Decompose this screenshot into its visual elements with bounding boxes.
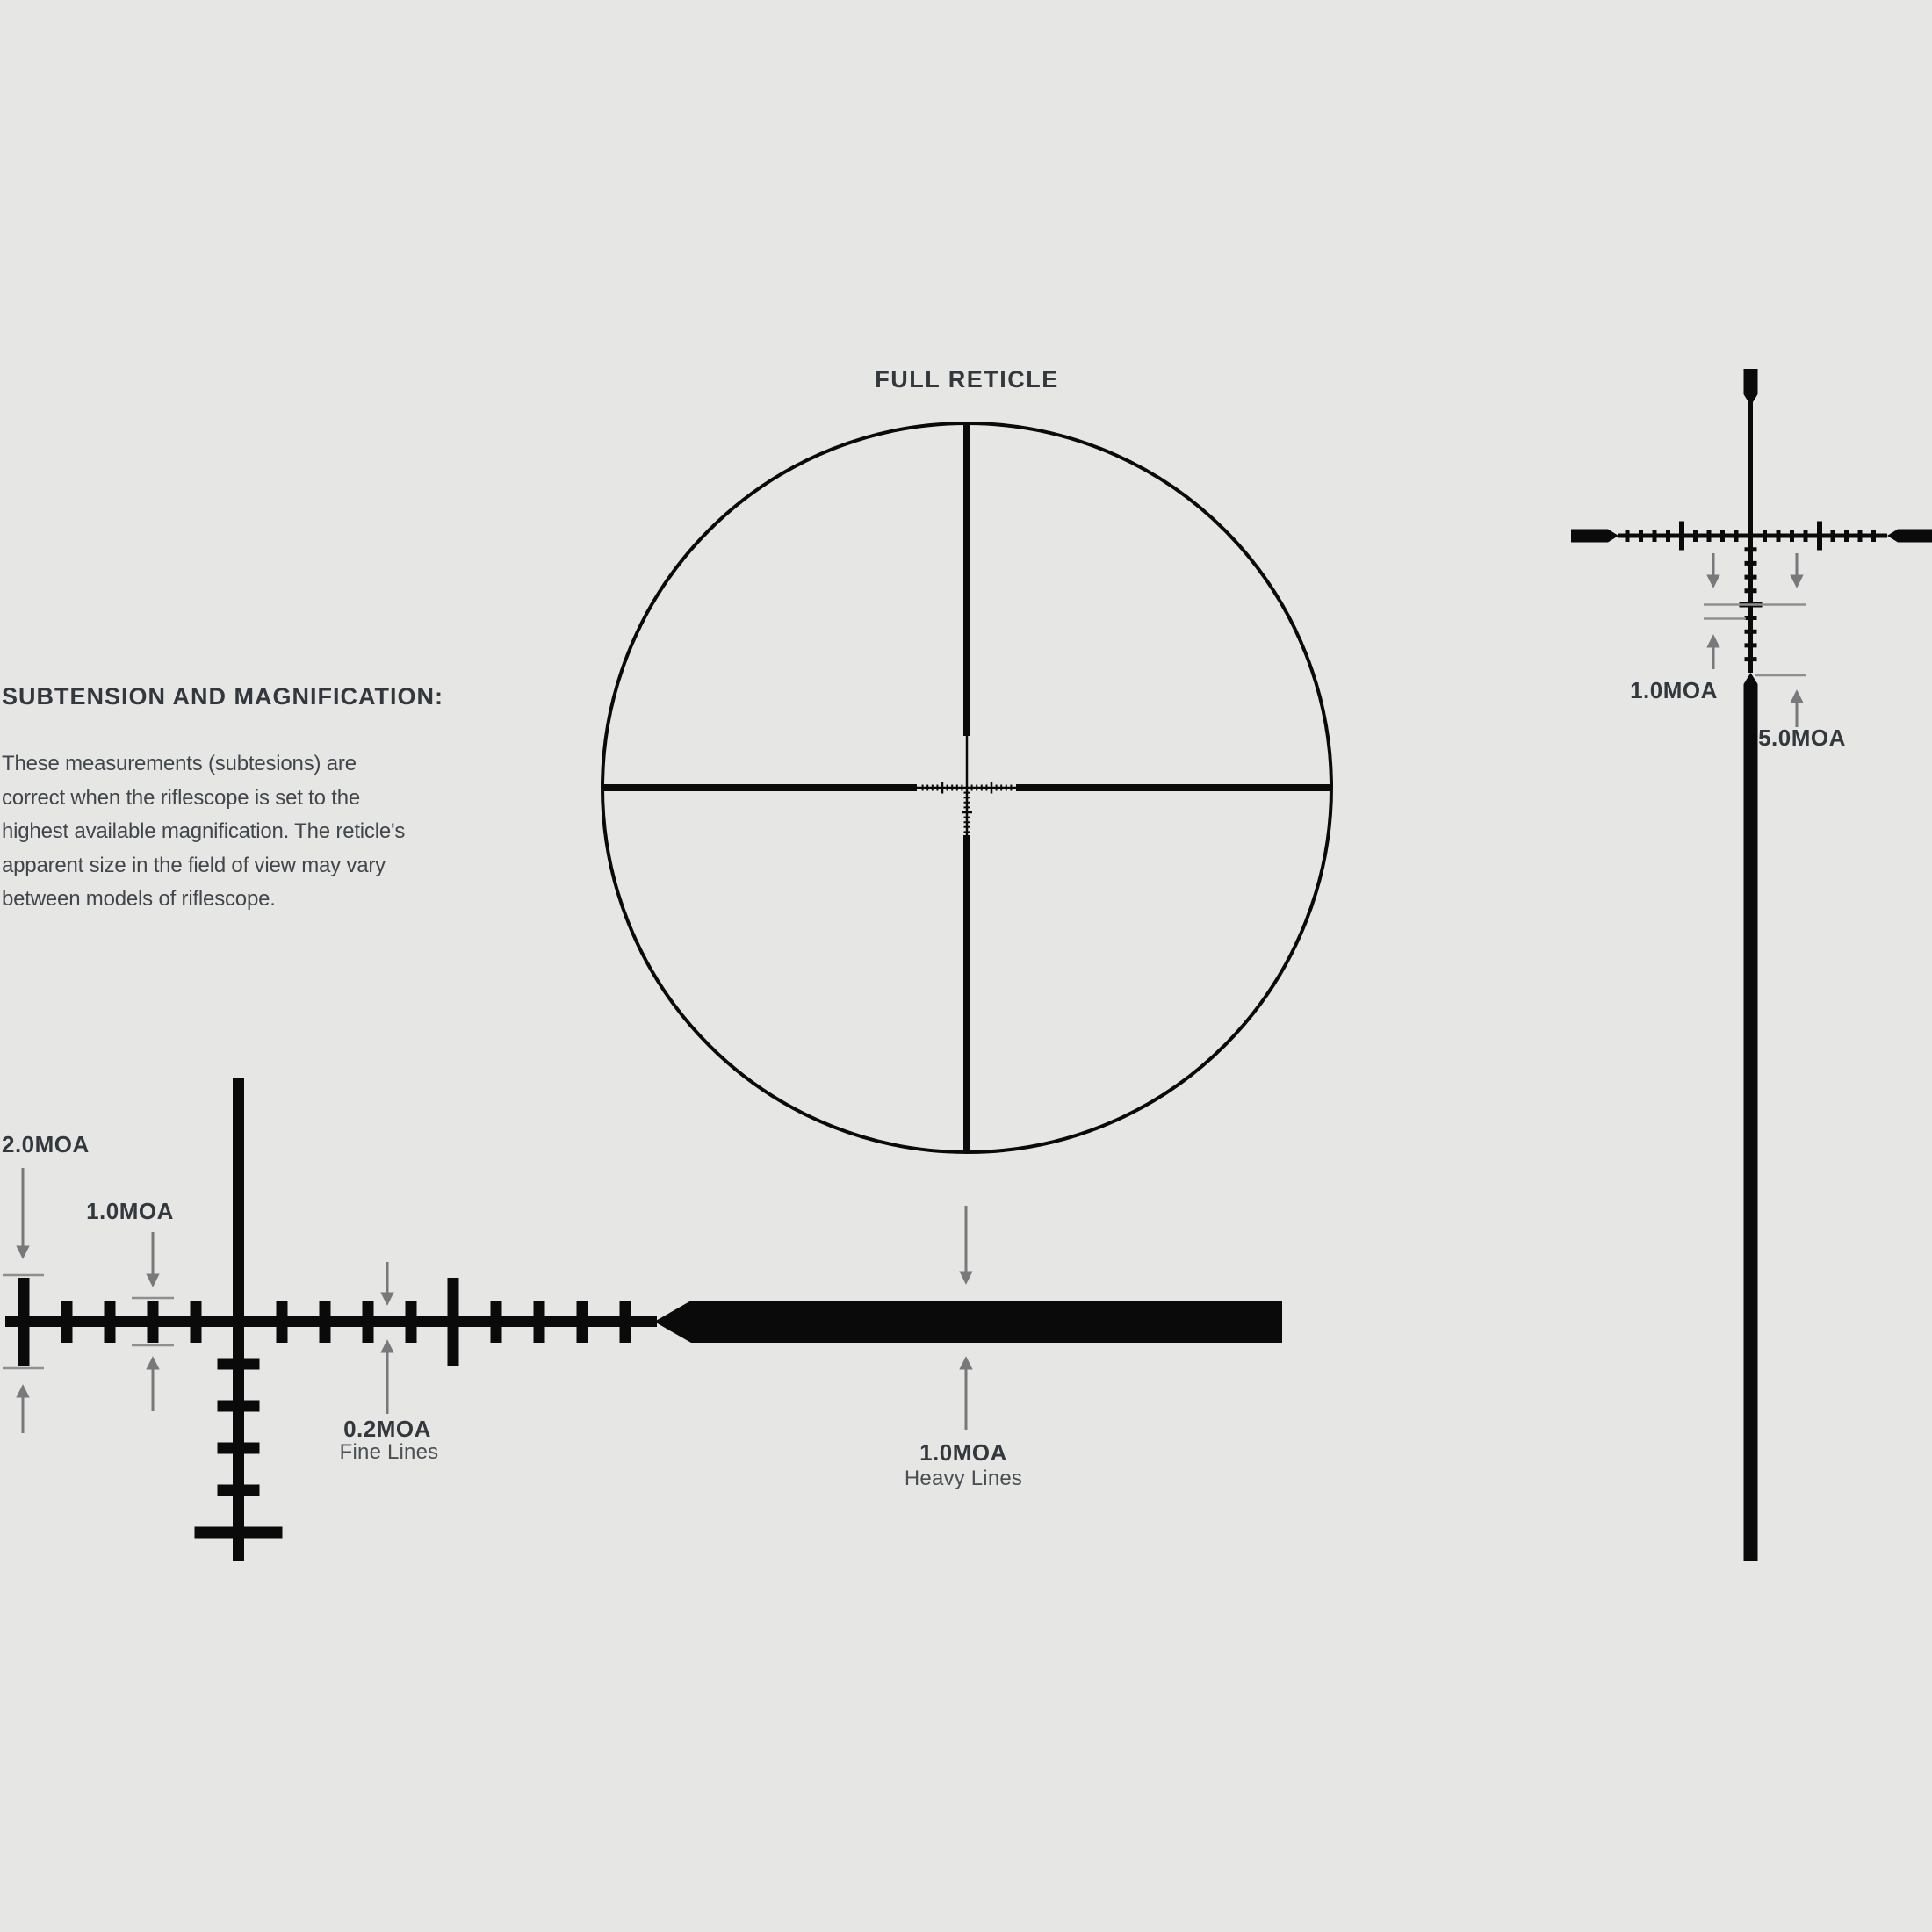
subtension-body-line: correct when the riflescope is set to the (2, 785, 361, 810)
vdetail-top-post (1744, 369, 1758, 406)
subtension-text-block (2, 683, 564, 917)
full-reticle-title: FULL RETICLE (875, 366, 1059, 393)
label-02moa: 0.2MOA (343, 1416, 431, 1442)
vdetail-bottom-bar (1744, 673, 1758, 1561)
subtension-body-line: between models of riflescope. (2, 887, 276, 911)
label-5moa: 5.0MOA (1758, 724, 1846, 751)
detail-heavy-bar (654, 1301, 1282, 1343)
full-reticle-diagram (602, 366, 1331, 1152)
subtension-body-line: highest available magnification. The reticle's (2, 819, 406, 843)
label-1moa-tick: 1.0MOA (86, 1198, 174, 1224)
subtension-heading: SUBTENSION AND MAGNIFICATION: (2, 683, 443, 710)
label-2moa: 2.0MOA (2, 1131, 90, 1157)
label-1moa-gap: 1.0MOA (1630, 677, 1718, 703)
subtension-body-line: These measurements (subtesions) are (2, 752, 357, 775)
vertical-detail-diagram (1571, 369, 1932, 1561)
fine-tick-detail-diagram (2, 1078, 1282, 1561)
vdetail-left-post (1571, 530, 1618, 543)
vdetail-right-post (1887, 530, 1932, 543)
label-fine-lines: Fine Lines (339, 1440, 439, 1464)
vdetail-rulers (1704, 605, 1806, 676)
subtension-body-line: apparent size in the field of view may vary (2, 853, 386, 877)
label-heavy-lines: Heavy Lines (904, 1467, 1023, 1490)
label-1moa-heavy: 1.0MOA (919, 1439, 1007, 1466)
